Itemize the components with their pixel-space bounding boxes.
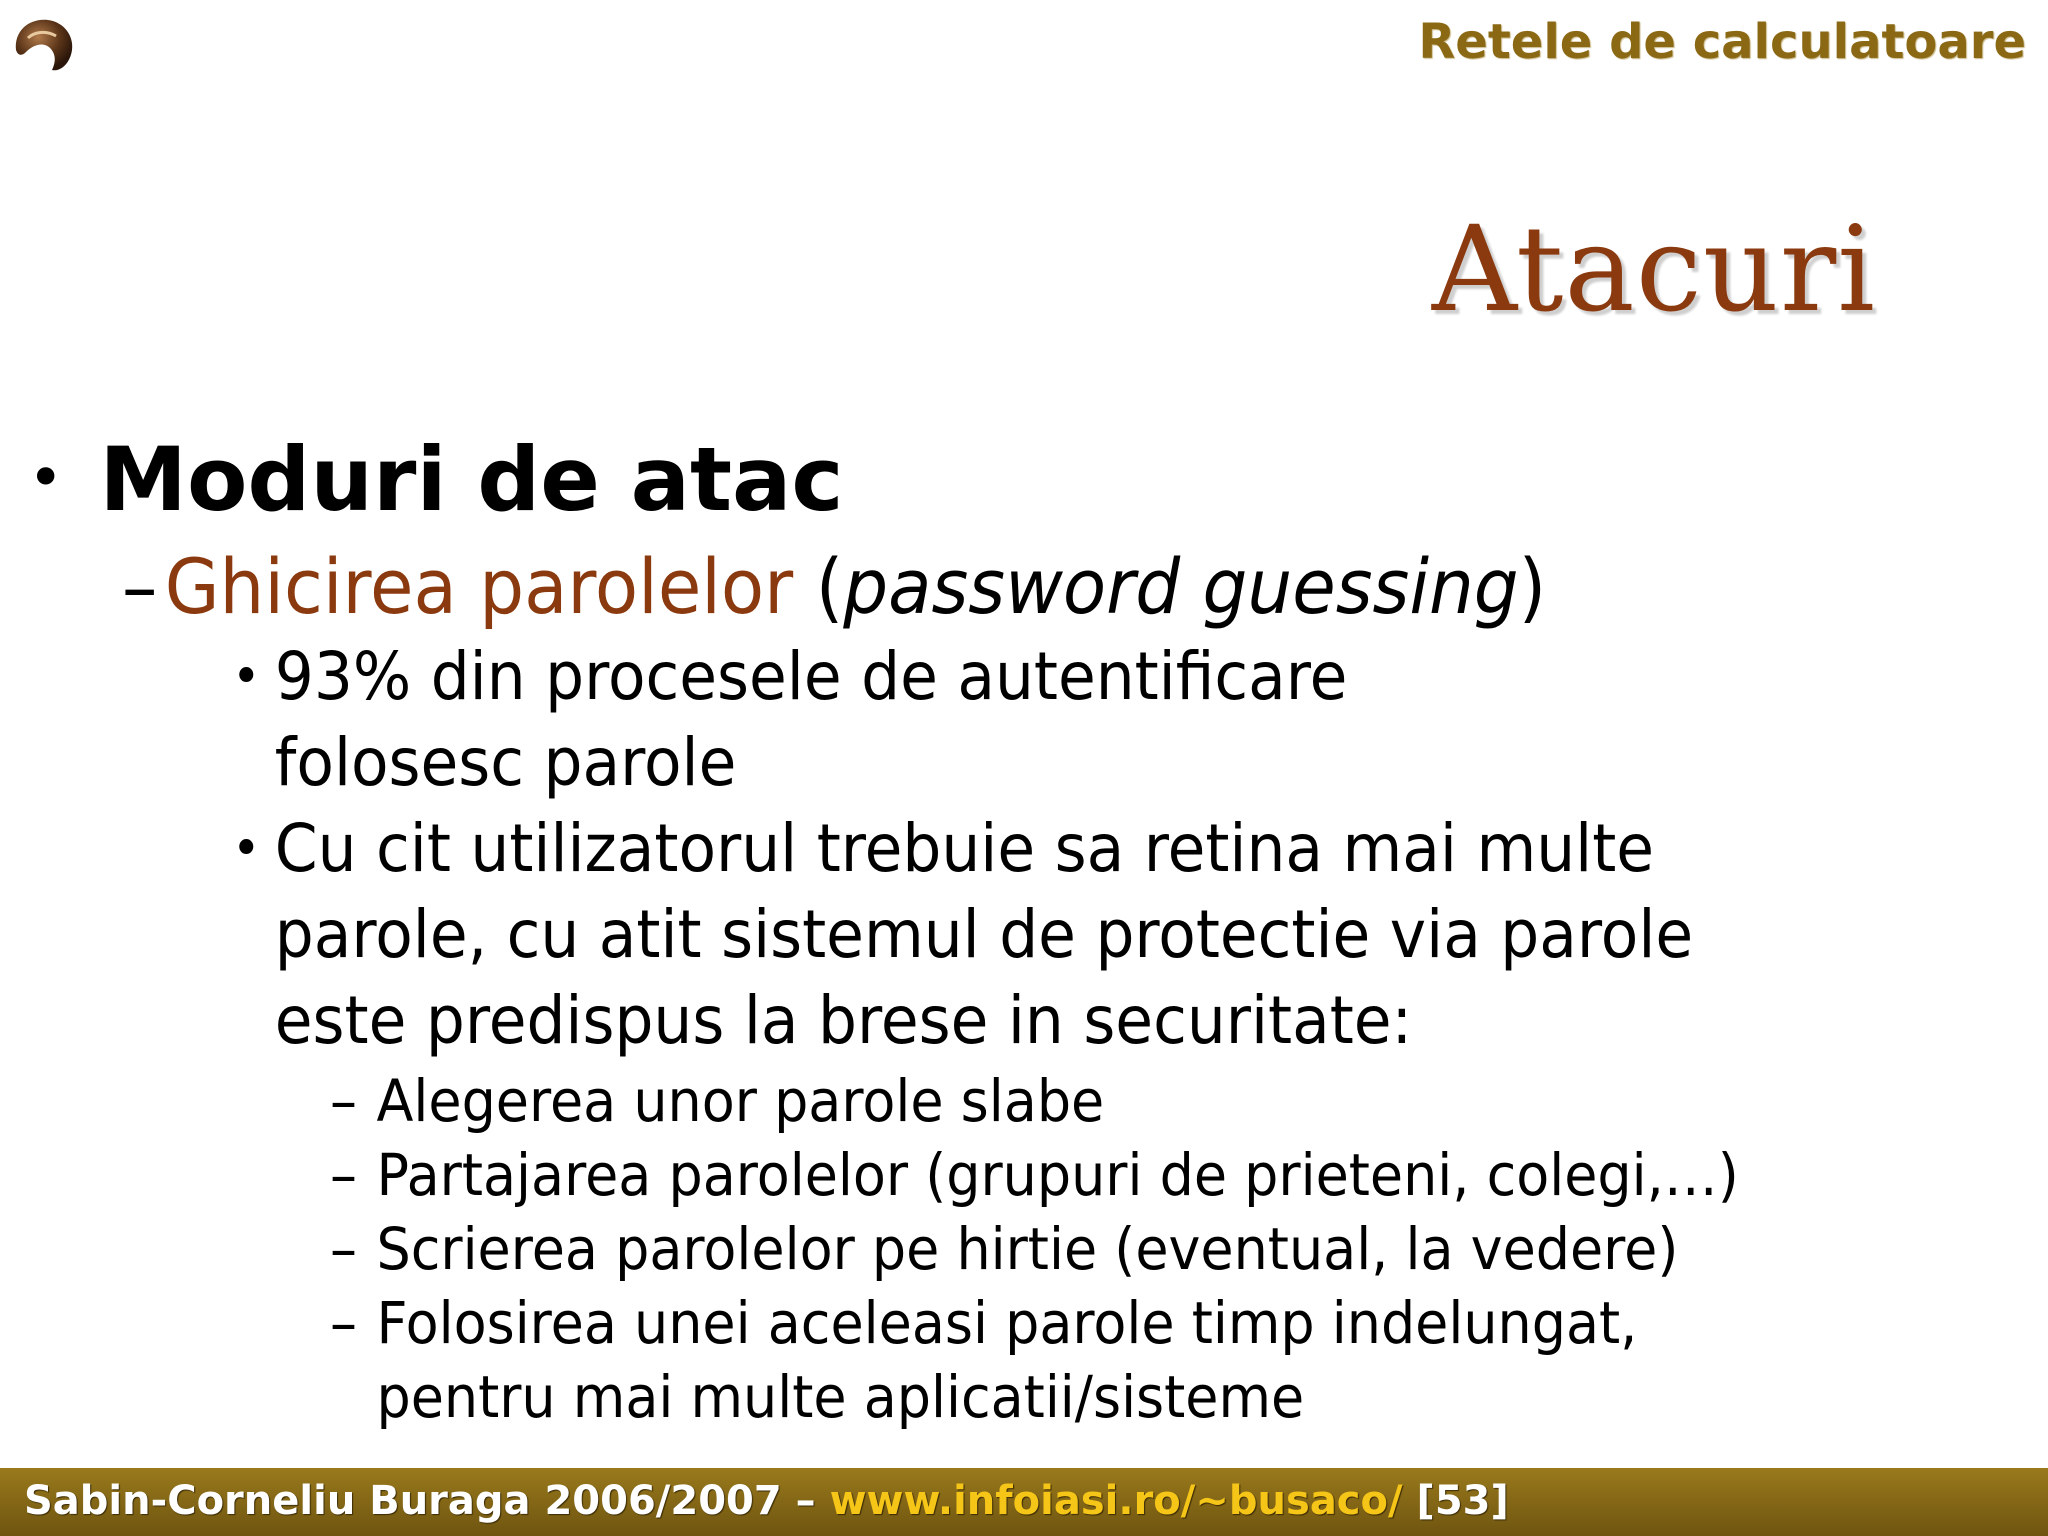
dash-icon: – (330, 1141, 357, 1209)
bullet-dot-icon: • (232, 819, 261, 879)
bullet-dot-icon: • (232, 647, 261, 707)
bullet-level4-item (330, 1064, 1104, 1138)
footer-url-link[interactable]: www.infoiasi.ro/~busaco/ (829, 1478, 1403, 1524)
bullet-level3-item (232, 806, 1693, 1064)
bullet-level3-item (232, 634, 1347, 806)
bullet-level4-item (330, 1286, 1637, 1434)
bullet-level3-line: 93% din procesele de autentificare (274, 638, 1348, 715)
dash-icon: – (122, 542, 158, 631)
bullet-dot-icon: • (28, 443, 64, 513)
slide-title: Atacuri (1431, 200, 1876, 338)
bullet-level3-line: parole, cu atit sistemul de protectie via parole (274, 896, 1694, 973)
bullet-level4-line: pentru mai multe aplicatii/sisteme (376, 1363, 1305, 1431)
bullet-level2-open-paren: ( (793, 542, 844, 631)
bullet-level2-highlight: Ghicirea parolelor (164, 542, 794, 631)
bullet-level2-close-paren: ) (1518, 542, 1547, 631)
bullet-level3-line: folosesc parole (274, 724, 737, 801)
dash-icon: – (330, 1289, 357, 1357)
bullet-level4-line: Alegerea unor parole slabe (376, 1067, 1105, 1135)
bullet-level4-line: Partajarea parolelor (grupuri de prieteni, colegi,…) (376, 1141, 1739, 1209)
dash-icon: – (330, 1215, 357, 1283)
bullet-level3-line: este predispus la brese in securitate: (274, 982, 1413, 1059)
bullet-level4-item (330, 1138, 1739, 1212)
bullet-level4-line: Folosirea unei aceleasi parole timp indelungat, (376, 1289, 1638, 1357)
footer-page-number: [53] (1402, 1478, 1509, 1524)
footer-author: Sabin-Corneliu Buraga 2006/2007 – (24, 1478, 830, 1524)
footer-bar (0, 1468, 2048, 1536)
footer-text (24, 1478, 1509, 1524)
bullet-level3-line: Cu cit utilizatorul trebuie sa retina mai multe (274, 810, 1655, 887)
bullet-level2-italic: password guessing (843, 542, 1519, 631)
course-title: Retele de calculatoare (1418, 14, 2026, 70)
bullet-level1-text: Moduri de atac (99, 428, 844, 531)
bullet-level1 (28, 428, 844, 531)
owl-logo-icon (6, 8, 78, 80)
bullet-level4-line: Scrierea parolelor pe hirtie (eventual, la vedere) (376, 1215, 1679, 1283)
bullet-level2 (122, 542, 1546, 631)
bullet-level4-item (330, 1212, 1678, 1286)
dash-icon: – (330, 1067, 357, 1135)
